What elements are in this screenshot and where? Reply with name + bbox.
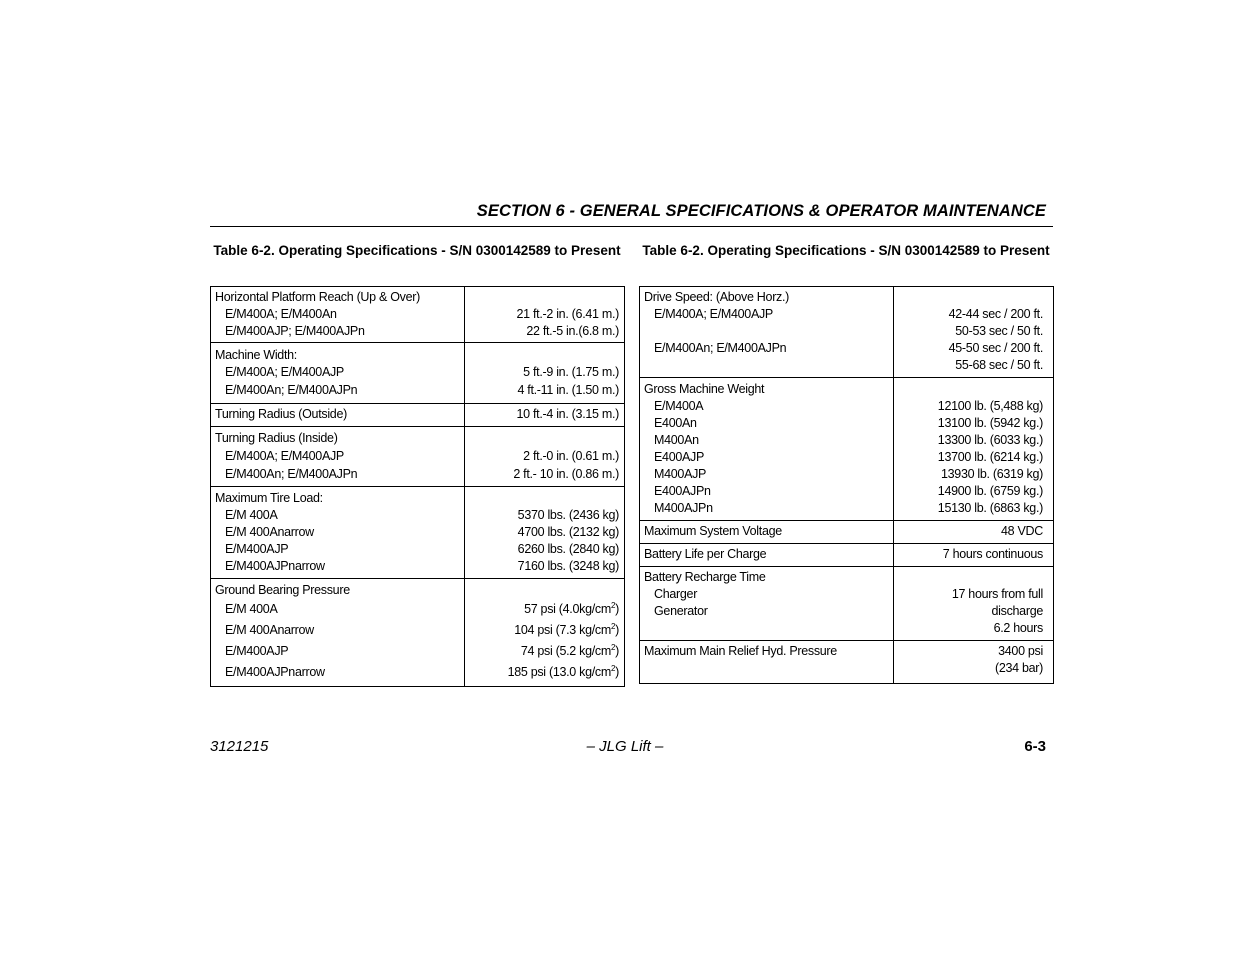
spec-label-cell bbox=[640, 521, 894, 544]
spec-title: Gross Machine Weight bbox=[644, 382, 765, 396]
spec-value: 5 ft.-9 in. (1.75 m.) bbox=[523, 365, 619, 379]
right-spec-table bbox=[639, 286, 1054, 684]
spec-sublabel: M400AJPn bbox=[654, 501, 713, 515]
spec-value: 17 hours from full discharge bbox=[951, 587, 1043, 618]
spec-value: 2 ft.- 10 in. (0.86 m.) bbox=[513, 467, 619, 481]
spec-title: Turning Radius (Outside) bbox=[215, 407, 347, 421]
footer-center-text: – JLG Lift – bbox=[586, 738, 664, 755]
spec-value: 3400 psi bbox=[998, 644, 1043, 658]
spec-sublabel: E/M400A bbox=[654, 399, 704, 413]
spec-value-cell bbox=[894, 378, 1054, 521]
spec-value-cell bbox=[894, 287, 1054, 378]
spec-value: 48 VDC bbox=[1001, 524, 1043, 538]
spec-sublabel: E/M 400Anarrow bbox=[225, 525, 314, 539]
spec-label-cell bbox=[640, 641, 894, 684]
spec-label-cell bbox=[211, 487, 465, 579]
spec-sublabel: E/M400An; E/M400AJPn bbox=[225, 467, 358, 481]
section-title: SECTION 6 - GENERAL SPECIFICATIONS & OPERATOR MAINTENANCE bbox=[476, 202, 1046, 220]
spec-sublabel: E/M400AJP; E/M400AJPn bbox=[225, 324, 365, 338]
spec-sublabel: E/M 400A bbox=[225, 508, 278, 522]
spec-value: 13700 lb. (6214 kg.) bbox=[937, 450, 1043, 464]
spec-value-cell bbox=[465, 343, 625, 404]
spec-sublabel: E/M400An; E/M400AJPn bbox=[654, 341, 787, 355]
spec-value: 21 ft.-2 in. (6.41 m.) bbox=[516, 307, 619, 321]
spec-label-cell bbox=[211, 579, 465, 687]
spec-sublabel: E/M 400A bbox=[225, 602, 278, 616]
spec-value: 7 hours continuous bbox=[942, 547, 1043, 561]
spec-sublabel: E/M400A; E/M400AJP bbox=[225, 365, 344, 379]
table-row bbox=[640, 378, 1054, 521]
spec-title: Horizontal Platform Reach (Up & Over) bbox=[215, 290, 420, 304]
spec-value: 5370 lbs. (2436 kg) bbox=[517, 508, 619, 522]
spec-label-cell bbox=[640, 378, 894, 521]
spec-value: 4 ft.-11 in. (1.50 m.) bbox=[517, 383, 619, 397]
table-row bbox=[640, 521, 1054, 544]
table-row bbox=[211, 579, 625, 687]
spec-sublabel: E/M400A; E/M400An bbox=[225, 307, 337, 321]
spec-value: 13300 lb. (6033 kg.) bbox=[937, 433, 1043, 447]
spec-value: 45-50 sec / 200 ft. bbox=[948, 341, 1043, 355]
spec-sublabel: E400AJPn bbox=[654, 484, 711, 498]
spec-value: 14900 lb. (6759 kg.) bbox=[937, 484, 1043, 498]
spec-label-cell bbox=[640, 544, 894, 567]
spec-value: 57 psi $(4.0kg/cm^2)$ bbox=[524, 600, 619, 616]
table-row bbox=[211, 287, 625, 343]
spec-value: 13100 lb. (5942 kg.) bbox=[937, 416, 1043, 430]
spec-label-cell bbox=[640, 287, 894, 378]
spec-label-cell bbox=[640, 567, 894, 641]
left-table-caption: Table 6-2. Operating Specifications - S/N 0300142589 to Present bbox=[213, 243, 621, 258]
spec-sublabel: E/M400AJPnarrow bbox=[225, 559, 325, 573]
right-table-caption: Table 6-2. Operating Specifications - S/N 0300142589 to Present bbox=[642, 243, 1050, 258]
table-row bbox=[211, 343, 625, 404]
spec-label-cell bbox=[211, 343, 465, 404]
header-rule bbox=[210, 226, 1053, 227]
spec-title: Battery Life per Charge bbox=[644, 547, 767, 561]
spec-sublabel: Generator bbox=[654, 604, 708, 618]
spec-value: 185 psi (13.0 $kg/cm^2$) bbox=[507, 663, 619, 679]
spec-label-cell bbox=[211, 404, 465, 427]
table-row bbox=[211, 487, 625, 579]
spec-value-cell bbox=[465, 287, 625, 343]
table-row bbox=[640, 287, 1054, 378]
spec-sublabel: E/M400AJP bbox=[225, 644, 289, 658]
spec-value-cell bbox=[894, 567, 1054, 641]
spec-sublabel: E/M400An; E/M400AJPn bbox=[225, 383, 358, 397]
spec-title: Maximum Tire Load: bbox=[215, 491, 323, 505]
table-row bbox=[640, 544, 1054, 567]
spec-title: Machine Width: bbox=[215, 348, 297, 362]
spec-title: Maximum Main Relief Hyd. Pressure bbox=[644, 644, 837, 658]
spec-value: 104 psi (7.3 $kg/cm^2$) bbox=[514, 621, 619, 637]
spec-value: 50-53 sec / 50 ft. bbox=[955, 324, 1043, 338]
spec-value-cell bbox=[894, 544, 1054, 567]
spec-value: 55-68 sec / 50 ft. bbox=[955, 358, 1043, 372]
spec-label-cell bbox=[211, 287, 465, 343]
spec-value: 2 ft.-0 in. (0.61 m.) bbox=[523, 449, 619, 463]
spec-title: Battery Recharge Time bbox=[644, 570, 766, 584]
footer-page-number: 6-3 bbox=[1024, 738, 1046, 755]
spec-value: 10 ft.-4 in. (3.15 m.) bbox=[516, 407, 619, 421]
spec-sublabel: E400An bbox=[654, 416, 697, 430]
spec-value: 6260 lbs. (2840 kg) bbox=[517, 542, 619, 556]
table-row bbox=[211, 404, 625, 427]
spec-sublabel: E/M400A; E/M400AJP bbox=[225, 449, 344, 463]
spec-sublabel: M400AJP bbox=[654, 467, 707, 481]
spec-value: 4700 lbs. (2132 kg) bbox=[517, 525, 619, 539]
spec-value: (234 bar) bbox=[994, 661, 1043, 675]
spec-value-cell bbox=[894, 641, 1054, 684]
spec-value: 15130 lb. (6863 kg.) bbox=[937, 501, 1043, 515]
footer-doc-number: 3121215 bbox=[210, 738, 269, 755]
spec-value-cell bbox=[465, 487, 625, 579]
spec-sublabel: M400An bbox=[654, 433, 699, 447]
spec-sublabel: E/M400AJPnarrow bbox=[225, 665, 325, 679]
table-row bbox=[211, 427, 625, 487]
table-row bbox=[640, 567, 1054, 641]
spec-title: Maximum System Voltage bbox=[644, 524, 782, 538]
spec-value: 12100 lb. (5,488 kg) bbox=[937, 399, 1043, 413]
spec-value-cell bbox=[465, 404, 625, 427]
spec-value-cell bbox=[465, 579, 625, 687]
spec-title: Ground Bearing Pressure bbox=[215, 583, 350, 597]
spec-value: 6.2 hours bbox=[993, 621, 1043, 635]
spec-value-cell bbox=[465, 427, 625, 487]
spec-value: 7160 lbs. (3248 kg) bbox=[517, 559, 619, 573]
table-row bbox=[640, 641, 1054, 684]
left-spec-table bbox=[210, 286, 625, 687]
spec-sublabel: E/M 400Anarrow bbox=[225, 623, 314, 637]
spec-sublabel: E/M400AJP bbox=[225, 542, 289, 556]
spec-title: Drive Speed: (Above Horz.) bbox=[644, 290, 790, 304]
spec-value: 74 psi (5.2 $kg/cm^2$) bbox=[520, 642, 619, 658]
spec-sublabel: E/M400A; E/M400AJP bbox=[654, 307, 773, 321]
spec-value: 22 ft.-5 in.(6.8 m.) bbox=[526, 324, 619, 338]
spec-value: 13930 lb. (6319 kg) bbox=[940, 467, 1043, 481]
spec-label-cell bbox=[211, 427, 465, 487]
spec-sublabel: E400AJP bbox=[654, 450, 705, 464]
spec-value-cell bbox=[894, 521, 1054, 544]
spec-value: 42-44 sec / 200 ft. bbox=[948, 307, 1043, 321]
spec-sublabel: Charger bbox=[654, 587, 698, 601]
spec-title: Turning Radius (Inside) bbox=[215, 431, 338, 445]
